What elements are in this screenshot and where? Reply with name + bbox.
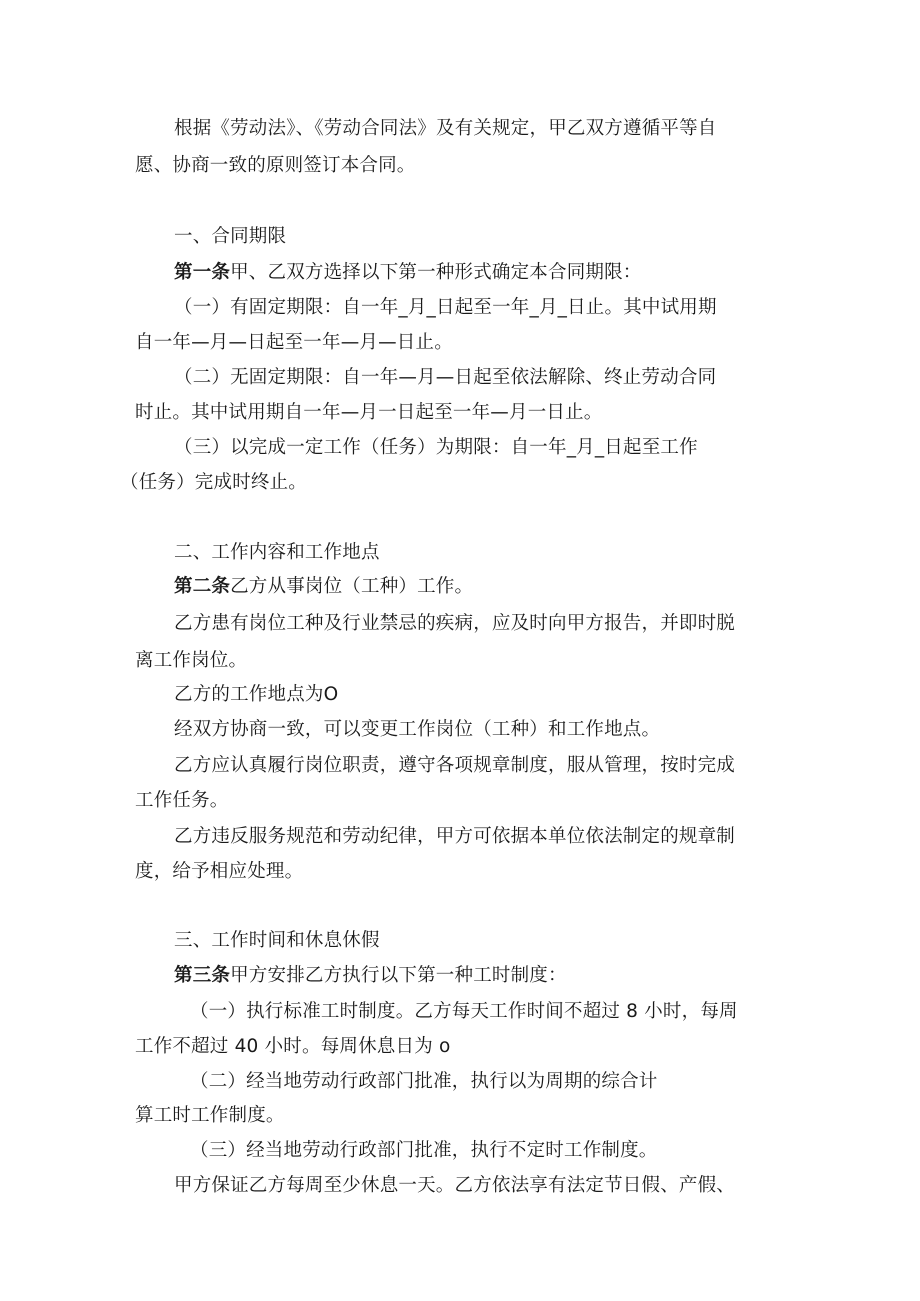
intro-line-1: 根据《劳动法》、《劳动合同法》及有关规定，甲乙双方遵循平等自	[174, 118, 717, 139]
s3-para-1-line-1: 甲方保证乙方每周至少休息一天。乙方依法享有法定节日假、产假、	[174, 1175, 736, 1196]
s3-item-3: （三）经当地劳动行政部门批准，执行不定时工作制度。	[190, 1140, 658, 1161]
article-2-label: 第二条	[174, 576, 231, 597]
s3-item-1-line-1: （一）执行标准工时制度。乙方每天工作时间不超过 8 小时，每周	[190, 1001, 738, 1022]
s1-item-2-line-2: 时止。其中试用期自一年—月一日起至一年—月一日止。	[135, 402, 603, 423]
article-3-text: 甲方安排乙方执行以下第一种工时制度：	[230, 965, 567, 986]
article-1-text: 甲、乙双方选择以下第一种形式确定本合同期限：	[230, 262, 642, 283]
s2-para-5-line-2: 度，给予相应处理。	[135, 861, 304, 882]
article-2-text: 乙方从事岗位（工种）工作。	[230, 576, 474, 597]
s2-para-2: 乙方的工作地点为O	[174, 684, 339, 705]
article-1	[174, 261, 642, 285]
s3-item-2-line-1: （二）经当地劳动行政部门批准，执行以为周期的综合计	[190, 1071, 658, 1092]
s2-para-1-line-1: 乙方患有岗位工种及行业禁忌的疾病，应及时向甲方报告，并即时脱	[174, 613, 736, 634]
s1-item-2-line-1: （二）无固定期限：自一年—月—日起至依法解除、终止劳动合同	[174, 367, 717, 388]
s2-para-1-line-2: 离工作岗位。	[135, 650, 248, 671]
article-3	[174, 964, 567, 988]
section-3-heading: 三、工作时间和休息休假	[174, 930, 380, 951]
s2-para-4-line-2: 工作任务。	[135, 790, 229, 811]
s2-para-5-line-1: 乙方违反服务规范和劳动纪律，甲方可依据本单位依法制定的规章制	[174, 826, 736, 847]
s2-para-3: 经双方协商一致，可以变更工作岗位（工种）和工作地点。	[174, 719, 661, 740]
s1-item-1-line-2: 自一年—月—日起至一年—月—日止。	[135, 332, 453, 353]
article-3-label: 第三条	[174, 965, 231, 986]
section-2-heading: 二、工作内容和工作地点	[174, 542, 380, 563]
s3-item-1-line-2: 工作不超过 40 小时。每周休息日为 o	[135, 1036, 451, 1057]
article-2	[174, 575, 473, 599]
article-1-label: 第一条	[174, 262, 231, 283]
s1-item-3-line-1: （三）以完成一定工作（任务）为期限：自一年_月_日起至工作	[174, 437, 698, 458]
s1-item-3-line-2: （任务）完成时终止。	[120, 472, 308, 493]
s1-item-1-line-1: （一）有固定期限：自一年_月_日起至一年_月_日止。其中试用期	[174, 297, 717, 318]
section-1-heading: 一、合同期限	[174, 226, 287, 247]
s2-para-4-line-1: 乙方应认真履行岗位职责，遵守各项规章制度，服从管理，按时完成	[174, 755, 736, 776]
s3-item-2-line-2: 算工时工作制度。	[135, 1105, 285, 1126]
intro-line-2: 愿、协商一致的原则签订本合同。	[135, 155, 416, 176]
